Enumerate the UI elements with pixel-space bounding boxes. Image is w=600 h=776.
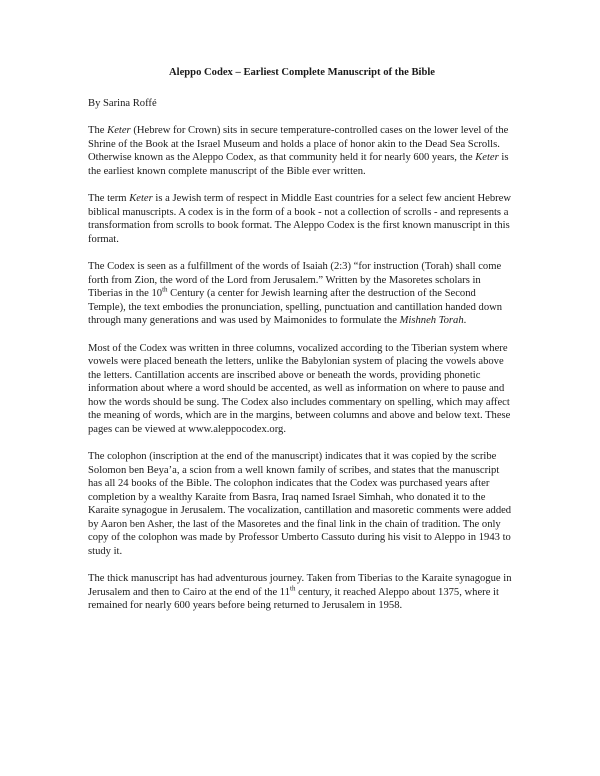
author-byline: By Sarina Roffé bbox=[88, 97, 157, 109]
text-run: The term bbox=[88, 193, 130, 204]
paragraph-journey bbox=[88, 572, 516, 613]
superscript: th bbox=[162, 285, 168, 294]
paragraph-keter-intro bbox=[88, 124, 516, 178]
text-run: The colophon (inscription at the end of the manuscript) indicates that it was copied by the scribe Solomon ben Beya’a, a scion from a well known family of scribes, and states that the manuscript has all 24 books of the Bible. The colophon indicates that the Codex was purchased years after completion by a wealthy Karaite from Basra, Iraq named Israel Simhah, who donated it to the Karaite synagogue in Jerusalem. The vocalization, cantillation and masoretic comments were added by Aaron ben Asher, the last of the Masoretes and the final link in the chain of tradition. The only copy of the colophon was made by Professor Umberto Cassuto during his visit to Aleppo in 1943 to study it. bbox=[88, 451, 512, 557]
document-page bbox=[88, 66, 516, 627]
italic-term: Keter bbox=[475, 152, 499, 163]
italic-term: Keter bbox=[107, 125, 131, 136]
text-run: is a Jewish term of respect in Middle East countries for a select few ancient Hebrew biblical manuscripts. A codex is in the form of a book - not a collection of scrolls - and represents a transformation from scrolls to book format. The Aleppo Codex is the first known manuscript in this format. bbox=[88, 193, 512, 245]
text-run: The Codex is seen as a fulfillment of the words of Isaiah (2:3) “for instruction (Torah) shall come forth from Zion, the word of the Lord from Jerusalem.” Written by the Masoretes scholars in Tiberias in the 10 bbox=[88, 261, 502, 299]
text-run: The bbox=[88, 125, 108, 136]
paragraph-columns bbox=[88, 342, 516, 437]
text-run: Most of the Codex was written in three columns, vocalized according to the Tiberian system where vowels were placed beneath the letters, unlike the Babylonian system of placing the vowels above the letters. Cantillation accents are inscribed above or beneath the words, providing phonetic information about where a word should be accented, as well as information on where to pause and how the words should be sung. The Codex also includes commentary on spelling, which may affect the meaning of words, which are in the margins, between columns and above and below text. These pages can be viewed at www.aleppocodex.org. bbox=[88, 342, 511, 435]
document-title: Aleppo Codex – Earliest Complete Manuscript of the Bible bbox=[168, 67, 435, 78]
text-run: (Hebrew for Crown) sits in secure temperature-controlled cases on the lower level of the Shrine of the Book at the Israel Museum and holds a place of honor akin to the Dead Sea Scrolls. Otherwise known as the Aleppo Codex, as that community held it for nearly 600 years, the bbox=[88, 125, 509, 163]
text-run: is the earliest known complete manuscript of the Bible ever written. bbox=[88, 152, 509, 177]
text-run: The thick manuscript has had adventurous journey. Taken from Tiberias to the Karaite synagogue in Jerusalem and then to Cairo at the end of the 11 bbox=[88, 573, 512, 598]
italic-term: Keter bbox=[129, 193, 153, 204]
text-run: . bbox=[463, 315, 467, 326]
paragraph-isaiah bbox=[88, 260, 516, 328]
text-run: century, it reached Aleppo about 1375, where it remained for nearly 600 years before being returned to Jerusalem in 1958. bbox=[88, 586, 499, 611]
italic-term: Mishneh Torah bbox=[399, 315, 464, 326]
superscript: th bbox=[290, 583, 296, 592]
paragraph-term-keter bbox=[88, 192, 516, 246]
text-run: Century (a center for Jewish learning after the destruction of the Second Temple), the text embodies the pronunciation, spelling, punctuation and cantillation handed down through many generations and was used by Maimonides to formulate the bbox=[88, 288, 503, 326]
paragraph-colophon bbox=[88, 450, 516, 558]
